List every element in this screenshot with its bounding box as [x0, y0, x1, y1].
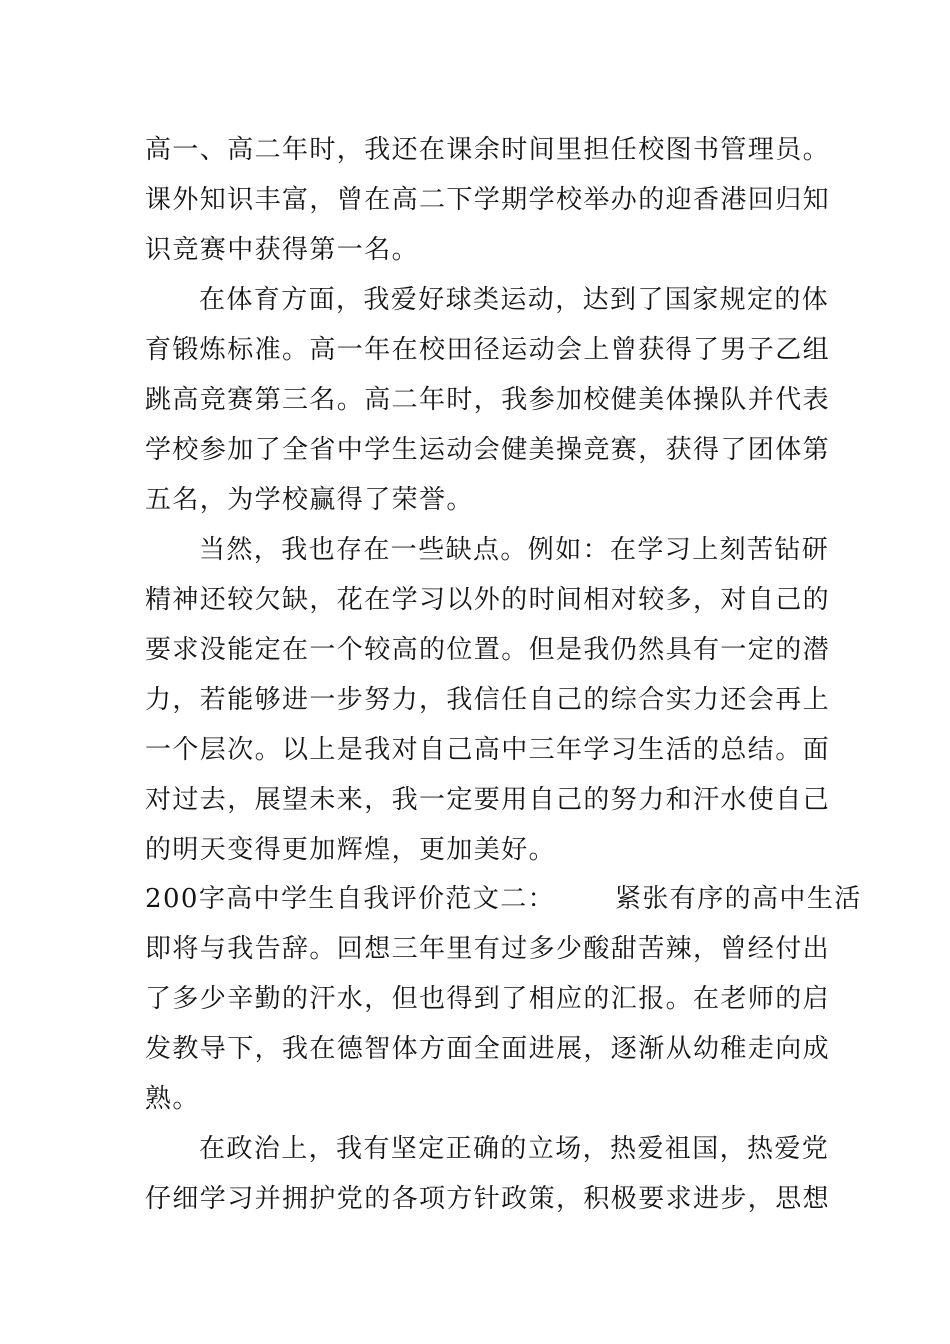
- text-line: 要求没能定在一个较高的位置。但是我仍然具有一定的潜: [145, 635, 831, 665]
- text-line: 育锻炼标准。高一年在校田径运动会上曾获得了男子乙组: [145, 335, 831, 365]
- paragraph-start-line: 在体育方面，我爱好球类运动，达到了国家规定的体: [199, 285, 830, 315]
- text-line: 紧张有序的高中生活: [615, 884, 862, 914]
- paragraph-start-line: 在政治上，我有坚定正确的立场，热爱祖国，热爱党: [199, 1134, 830, 1164]
- text-line: 发教导下，我在德智体方面全面进展，逐渐从幼稚走向成: [145, 1034, 831, 1064]
- text-line: 一个层次。以上是我对自己高中三年学习生活的总结。面: [145, 735, 831, 765]
- text-line: 了多少辛勤的汗水，但也得到了相应的汇报。在老师的启: [145, 984, 831, 1014]
- section-heading-line: [145, 883, 862, 915]
- text-line: 熟。: [145, 1084, 200, 1114]
- text-line: 学校参加了全省中学生运动会健美操竞赛，获得了团体第: [145, 435, 831, 465]
- paragraph-start-line: 当然，我也存在一些缺点。例如：在学习上刻苦钻研: [199, 535, 830, 565]
- text-line: 的明天变得更加辉煌，更加美好。: [145, 835, 557, 865]
- text-line: 对过去，展望未来，我一定要用自己的努力和汗水使自己: [145, 785, 831, 815]
- text-line: 五名，为学校赢得了荣誉。: [145, 485, 474, 515]
- section-heading: 200字高中学生自我评价范文二：: [145, 884, 556, 914]
- text-line: 即将与我告辞。回想三年里有过多少酸甜苦辣，曾经付出: [145, 934, 831, 964]
- text-line: 力，若能够进一步努力，我信任自己的综合实力还会再上: [145, 685, 831, 715]
- text-line: 高一、高二年时，我还在课余时间里担任校图书管理员。: [145, 135, 831, 165]
- text-line: 跳高竞赛第三名。高二年时，我参加校健美体操队并代表: [145, 385, 831, 415]
- text-line: 识竞赛中获得第一名。: [145, 235, 420, 265]
- text-line: 精神还较欠缺，花在学习以外的时间相对较多，对自己的: [145, 585, 831, 615]
- text-line: 课外知识丰富，曾在高二下学期学校举办的迎香港回归知: [145, 185, 831, 215]
- text-line: 仔细学习并拥护党的各项方针政策，积极要求进步，思想: [145, 1184, 831, 1214]
